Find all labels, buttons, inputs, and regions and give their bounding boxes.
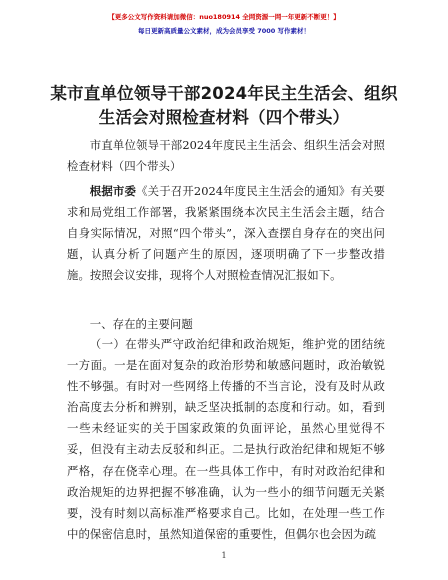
intro-text: 《关于召开2024年度民主生活会的通知》有关要求和局党组工作部署，我紧紧围绕本次民主生活会主题，结合自身实际情况，对照“四个带头”，深入查摆自身存在的突出问题，认真分析了问题产生的原因，逐项明确了下一步整改措施。按照会议安排，现将个人对照检查情况汇报如下。 [67, 184, 385, 283]
promo-line-1[interactable]: 【更多公文写作资料请加微信：nuo180914 全网资源一网一年更新不断更！】 [108, 13, 340, 21]
promo-banner [0, 10, 448, 38]
page-number: 1 [221, 551, 227, 560]
section-heading [67, 314, 385, 335]
promo-line-2[interactable]: 每日更新高质量公文素材，成为会员享受 7000 写作素材！ [137, 27, 311, 35]
intro-paragraph [67, 181, 385, 286]
document-title: 某市直单位领导干部2024年民主生活会、组织生活会对照检查材料（四个带头） [50, 84, 398, 127]
section-heading-text: 一、存在的主要问题 [89, 317, 193, 331]
section-body-text: （一）在带头严守政治纪律和政治规矩，维护党的团结统一方面。一是在面对复杂的政治形势和敏感问题时，政治敏锐性不够强。有时对一些网络上传播的不当言论，没有及时从政治高度去分析和辨别，缺乏坚决抵制的态度和行动。如，看到一些未经证实的关于国家政策的负面评论，虽然心里觉得不妥，但没有主动去反驳和纠正。二是执行政治纪律和规矩不够严格，存在侥幸心理。在一些具体工作中，有时对政治纪律和政治规矩的边界把握不够准确，认为一些小的细节问题无关紧要，没有时刻以高标准严格要求自己。比如，在处理一些工作中的保密信息时，虽然知道保密的重要性，但偶尔也会因为疏 [67, 337, 385, 541]
section-body [67, 334, 385, 545]
intro-lead: 根据市委 [89, 184, 137, 198]
document-subtitle [67, 135, 385, 177]
subtitle-text: 市直单位领导干部2024年度民主生活会、组织生活会对照检查材料（四个带头） [67, 138, 385, 174]
